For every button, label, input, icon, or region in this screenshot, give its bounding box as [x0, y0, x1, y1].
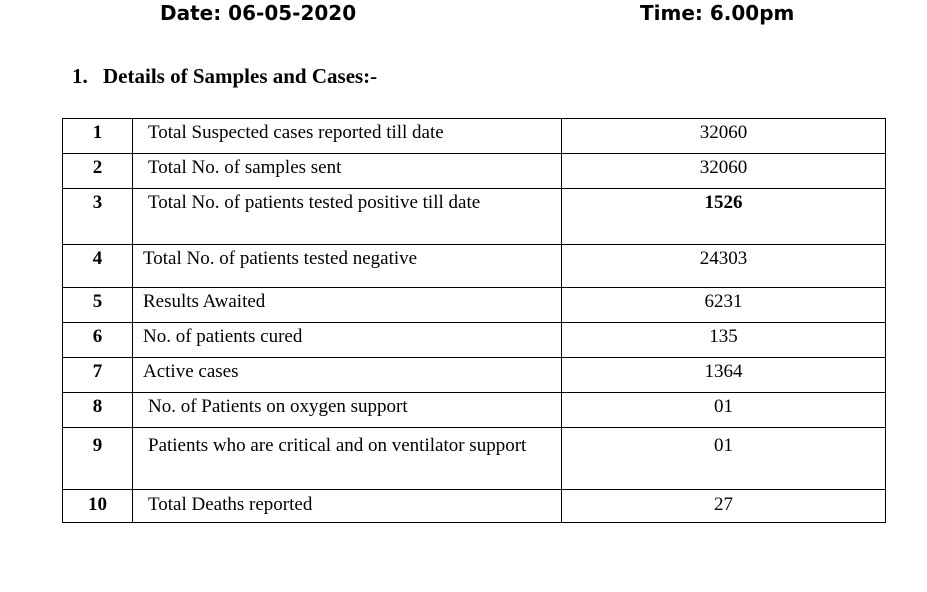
row-label: Total No. of patients tested negative — [133, 245, 562, 288]
row-value: 32060 — [562, 119, 886, 154]
row-value: 6231 — [562, 288, 886, 323]
row-label: Active cases — [133, 358, 562, 393]
section-heading — [72, 62, 377, 90]
row-number: 4 — [63, 245, 133, 288]
row-value: 135 — [562, 323, 886, 358]
samples-cases-table — [62, 118, 886, 523]
row-value: 1364 — [562, 358, 886, 393]
table-row — [63, 154, 886, 189]
row-number: 6 — [63, 323, 133, 358]
table-row — [63, 323, 886, 358]
row-number: 7 — [63, 358, 133, 393]
row-label: Total Deaths reported — [133, 490, 562, 523]
table-row — [63, 288, 886, 323]
table-row — [63, 245, 886, 288]
row-value: 27 — [562, 490, 886, 523]
row-number: 8 — [63, 393, 133, 428]
row-number: 9 — [63, 428, 133, 490]
row-label: No. of patients cured — [133, 323, 562, 358]
table-row — [63, 490, 886, 523]
row-label: No. of Patients on oxygen support — [133, 393, 562, 428]
row-number: 10 — [63, 490, 133, 523]
report-date: Date: 06-05-2020 — [160, 1, 357, 25]
table-row — [63, 119, 886, 154]
table-row — [63, 358, 886, 393]
row-number: 5 — [63, 288, 133, 323]
row-value: 01 — [562, 393, 886, 428]
section-number: 1. — [72, 64, 88, 88]
row-number: 1 — [63, 119, 133, 154]
table-row — [63, 393, 886, 428]
row-value: 01 — [562, 428, 886, 490]
table-row — [63, 428, 886, 490]
row-value: 1526 — [562, 189, 886, 245]
row-label: Total No. of patients tested positive till date — [133, 189, 562, 245]
report-time: Time: 6.00pm — [640, 1, 795, 25]
row-value: 24303 — [562, 245, 886, 288]
row-label: Total Suspected cases reported till date — [133, 119, 562, 154]
table-row — [63, 189, 886, 245]
row-value: 32060 — [562, 154, 886, 189]
row-label: Results Awaited — [133, 288, 562, 323]
row-label: Patients who are critical and on ventilator support — [133, 428, 562, 490]
row-number: 2 — [63, 154, 133, 189]
row-label: Total No. of samples sent — [133, 154, 562, 189]
row-number: 3 — [63, 189, 133, 245]
section-title: Details of Samples and Cases:- — [103, 64, 378, 88]
